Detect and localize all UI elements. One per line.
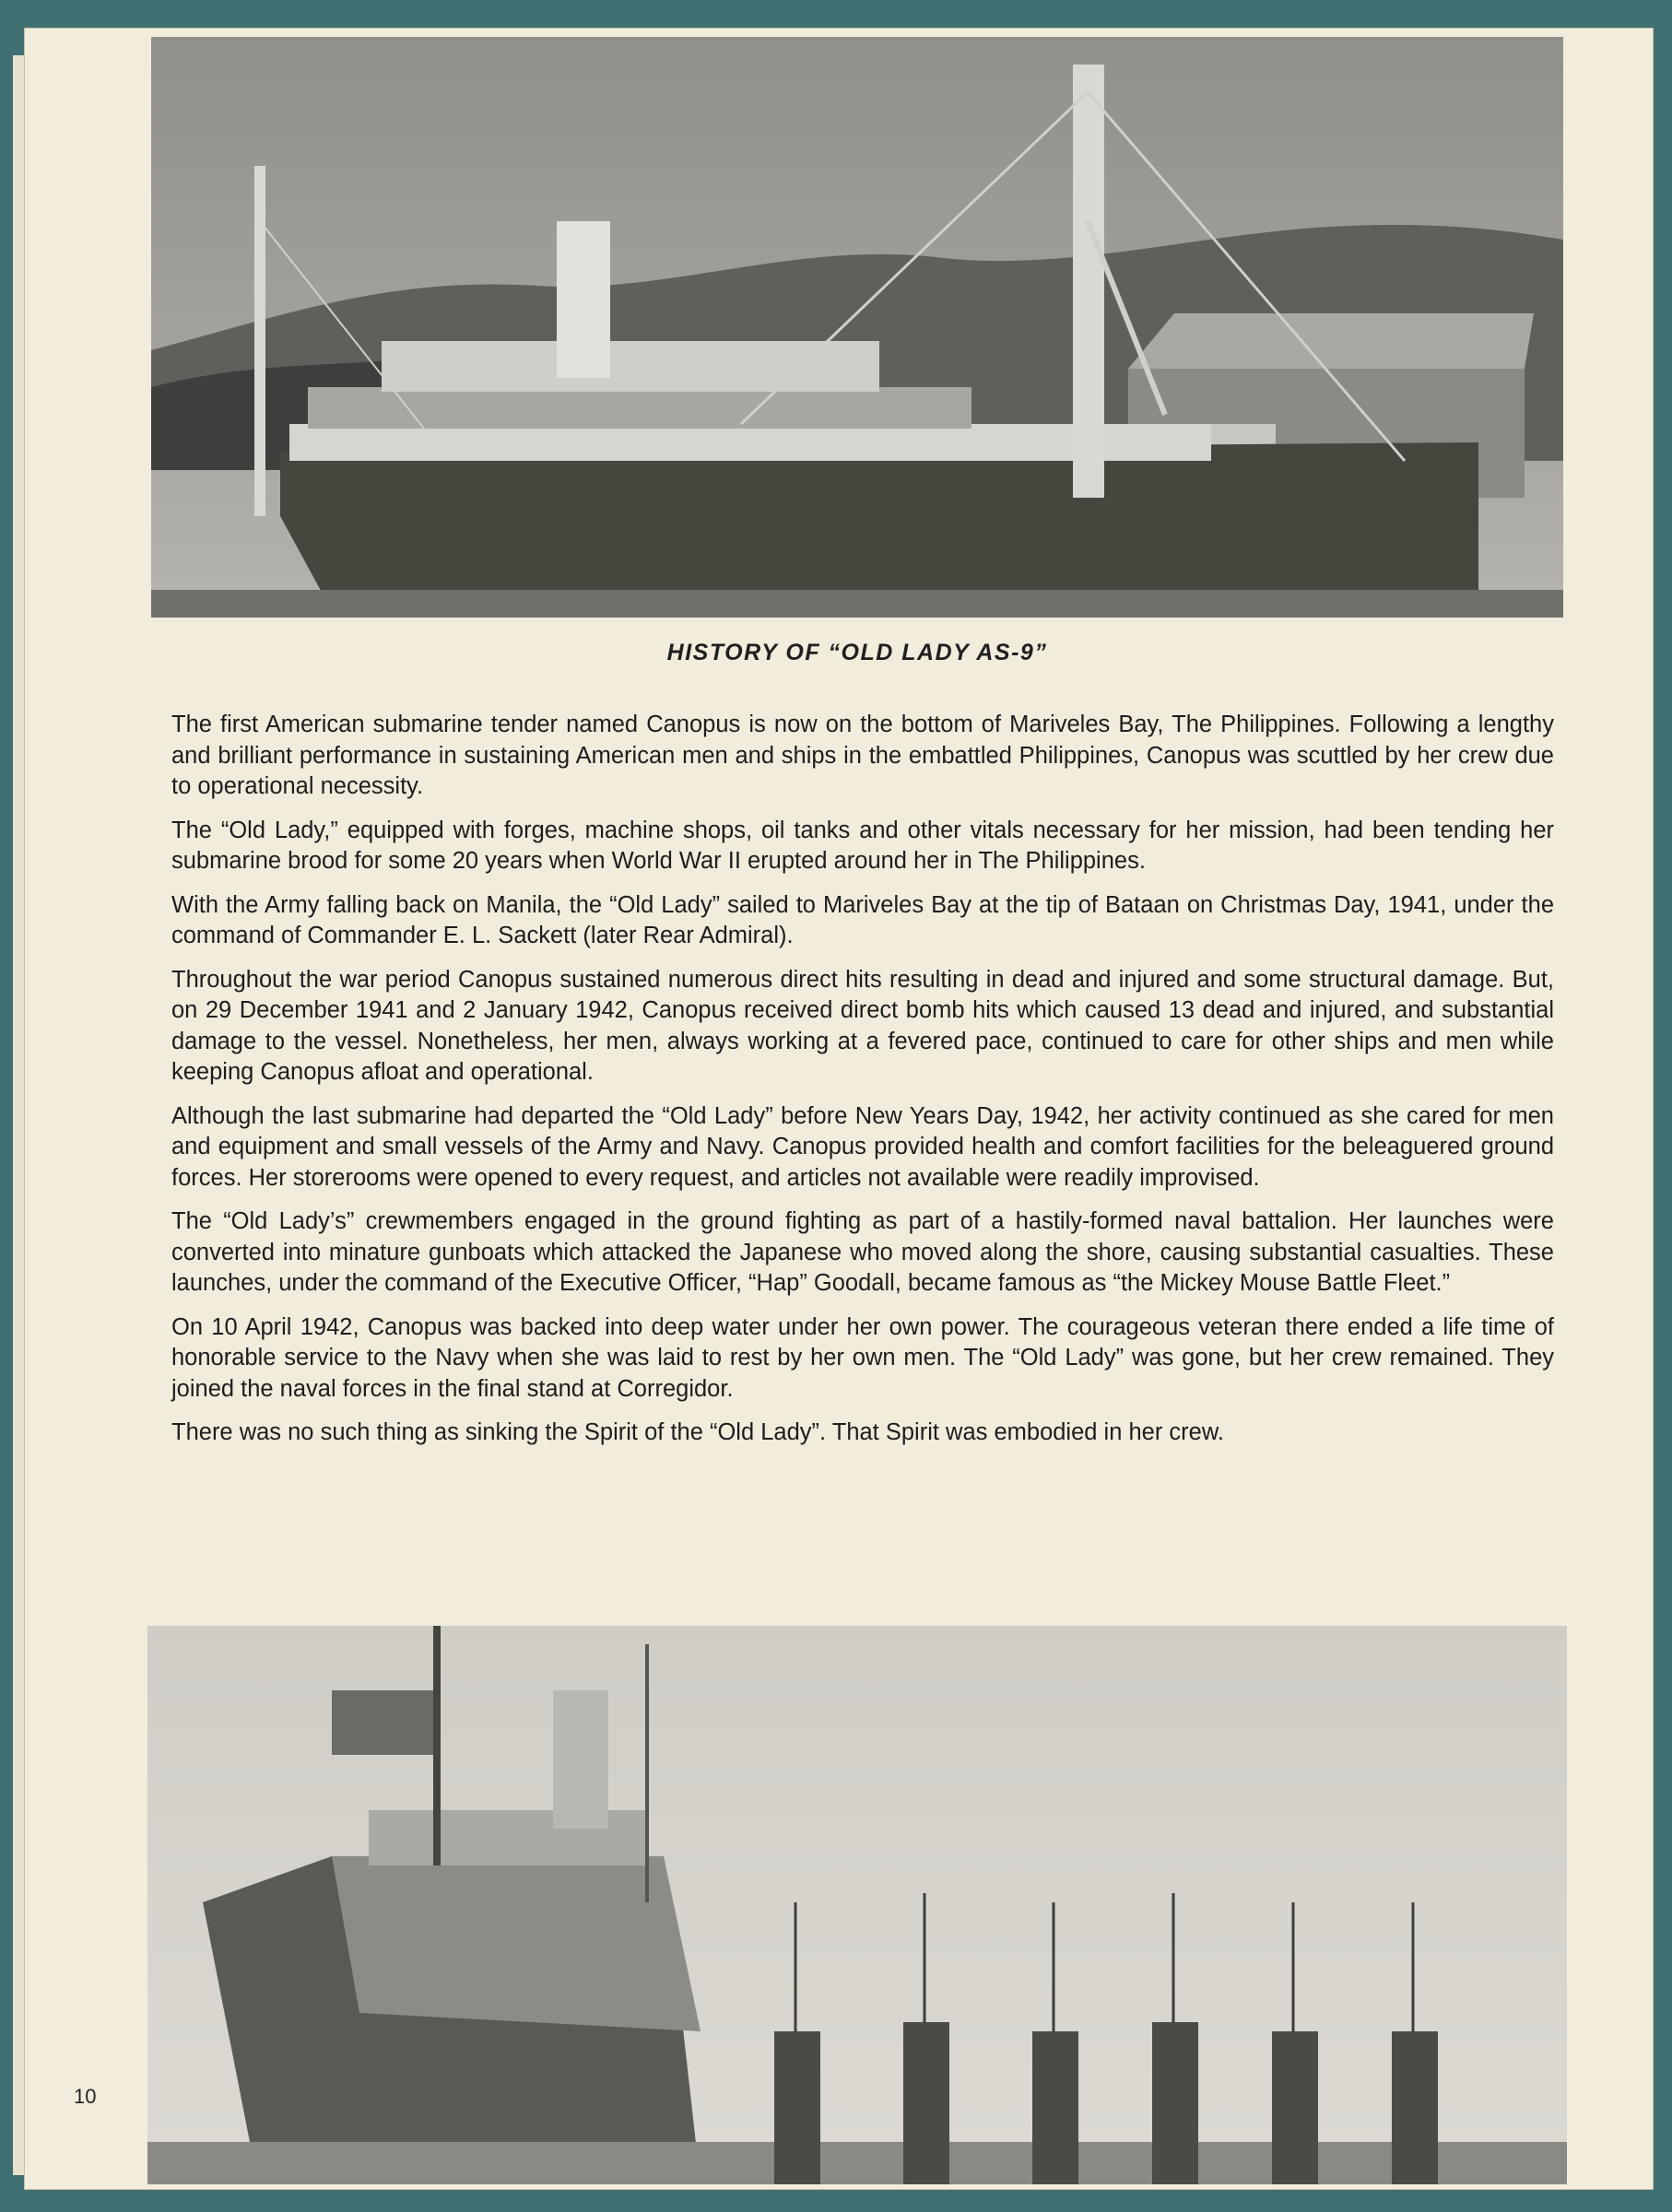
ship-with-submarines-image	[147, 1626, 1567, 2184]
paragraph: The “Old Lady,” equipped with forges, machine shops, oil tanks and other vitals necessary for her mission, had been tending her submarine brood for some 20 years when World War II erupted around her in The Philippines.	[171, 817, 1554, 874]
book-page	[24, 28, 1654, 2190]
paragraph: The “Old Lady’s” crewmembers engaged in the ground fighting as part of a hastily-formed naval battalion. Her launches were converted into minature gunboats which attacked the Japanese who moved along the shore, causing substantial casualties. These launches, under the command of the Executive Officer, “Hap” Goodall, became famous as “the Mickey Mouse Battle Fleet.”	[171, 1208, 1554, 1296]
paragraph: On 10 April 1942, Canopus was backed into deep water under her own power. The courageous veteran there ended a life time of honorable service to the Navy when she was laid to rest by her own men. The “Old Lady” was gone, but her crew remained. They joined the naval forces in the final stand at Corregidor.	[171, 1313, 1554, 1402]
page-number: 10	[74, 2085, 97, 2108]
paragraph: There was no such thing as sinking the Spirit of the “Old Lady”. That Spirit was embodied in her crew.	[171, 1419, 1224, 1445]
ship-at-dock-image	[151, 37, 1563, 618]
paragraph: With the Army falling back on Manila, the “Old Lady” sailed to Mariveles Bay at the tip of Bataan on Christmas Day, 1941, under the command of Commander E. L. Sackett (later Rear Admiral).	[171, 891, 1554, 948]
paragraph: Although the last submarine had departed the “Old Lady” before New Years Day, 1942, her activity continued as she cared for men and equipment and small vessels of the Army and Navy. Canopus provided health and comfort facilities for the beleaguered ground forces. Her storerooms were opened to every request, and articles not available were readily improvised.	[171, 1102, 1554, 1191]
history-text	[171, 710, 1554, 1462]
paragraph: Throughout the war period Canopus sustained numerous direct hits resulting in dead and injured and some structural damage. But, on 29 December 1941 and 2 January 1942, Canopus received direct bomb hits which caused 13 dead and injured, and substantial damage to the vessel. Nonetheless, her men, always working at a fevered pace, continued to care for other ships and men while keeping Canopus afloat and operational.	[171, 966, 1554, 1085]
ship-photo-top	[151, 37, 1563, 618]
page-heading: HISTORY OF “OLD LADY AS-9”	[666, 640, 1048, 665]
ship-photo-bottom	[147, 1626, 1567, 2184]
paragraph: The first American submarine tender named Canopus is now on the bottom of Mariveles Bay, The Philippines. Following a lengthy and brilliant performance in sustaining American men and ships in the embattled Philippines, Canopus was scuttled by her crew due to operational necessity.	[171, 712, 1554, 799]
